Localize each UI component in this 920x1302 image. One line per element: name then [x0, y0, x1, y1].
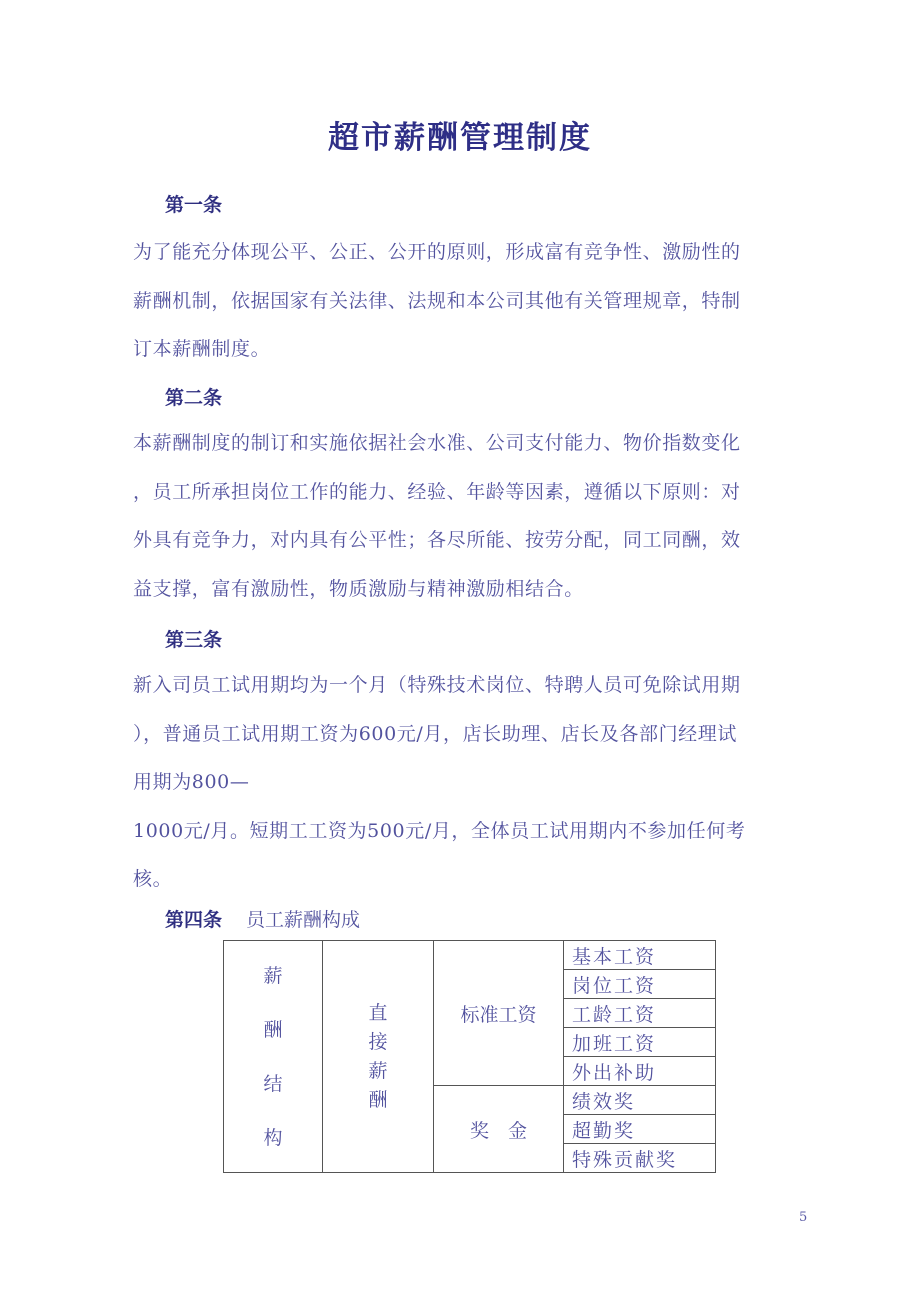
text-line: 1000元/月。短期工工资为500元/月，全体员工试用期内不参加任何考 [133, 819, 746, 842]
document-title: 超市薪酬管理制度 [328, 120, 592, 156]
page-number: 5 [799, 1210, 808, 1225]
char: 接 [368, 1030, 388, 1053]
item-overtime-bonus: 超勤奖 [564, 1115, 716, 1144]
table-row [224, 941, 716, 970]
text-line: 用期为800— [133, 771, 250, 793]
text-line: 新入司员工试用期均为一个月（特殊技术岗位、特聘人员可免除试用期 [133, 674, 741, 696]
char: 直 [368, 1001, 388, 1024]
category-label [368, 999, 387, 1115]
char: 薪 [263, 964, 283, 987]
char: 构 [263, 1126, 283, 1149]
group-bonus: 奖 金 [434, 1086, 564, 1173]
item-performance-bonus: 绩效奖 [564, 1086, 716, 1115]
text-line: 为了能充分体现公平、公正、公开的原则，形成富有竞争性、激励性的 [133, 241, 741, 263]
pay-structure-table [223, 940, 716, 1173]
root-cell [224, 941, 323, 1173]
article-4-heading [165, 905, 360, 932]
text-line: 薪酬机制，依据国家有关法律、法规和本公司其他有关管理规章，特制 [133, 289, 741, 312]
char: 酬 [368, 1088, 388, 1111]
char: 酬 [263, 1018, 283, 1041]
article-2-body [133, 419, 803, 613]
article-3-body [133, 661, 803, 904]
text-line: 核。 [133, 868, 173, 890]
item-seniority-wage: 工龄工资 [564, 999, 716, 1028]
item-special-contribution-bonus: 特殊贡献奖 [564, 1144, 716, 1173]
item-overtime-wage: 加班工资 [564, 1028, 716, 1057]
item-position-wage: 岗位工资 [564, 970, 716, 999]
article-4-subtitle: 员工薪酬构成 [246, 909, 361, 931]
text-line: ，员工所承担岗位工作的能力、经验、年龄等因素，遵循以下原则：对 [133, 480, 741, 503]
category-cell [323, 941, 434, 1173]
text-line: 本薪酬制度的制订和实施依据社会水准、公司支付能力、物价指数变化 [133, 432, 741, 454]
text-line: 外具有竞争力，对内具有公平性；各尽所能、按劳分配，同工同酬，效 [133, 529, 741, 551]
item-basic-wage: 基本工资 [564, 941, 716, 970]
article-1-body [133, 228, 803, 374]
group-standard-wage: 标准工资 [434, 941, 564, 1086]
article-1-heading: 第一条 [165, 194, 223, 216]
item-travel-allowance: 外出补助 [564, 1057, 716, 1086]
text-line: ），普通员工试用期工资为600元/月，店长助理、店长及各部门经理试 [133, 722, 737, 745]
article-2-heading: 第二条 [165, 387, 223, 409]
text-line: 益支撑，富有激励性，物质激励与精神激励相结合。 [133, 577, 584, 600]
root-label [263, 949, 282, 1165]
text-line: 订本薪酬制度。 [133, 338, 271, 360]
article-4-label: 第四条 [165, 909, 223, 931]
article-3-heading: 第三条 [165, 629, 223, 651]
char: 结 [263, 1072, 283, 1095]
char: 薪 [368, 1059, 388, 1082]
